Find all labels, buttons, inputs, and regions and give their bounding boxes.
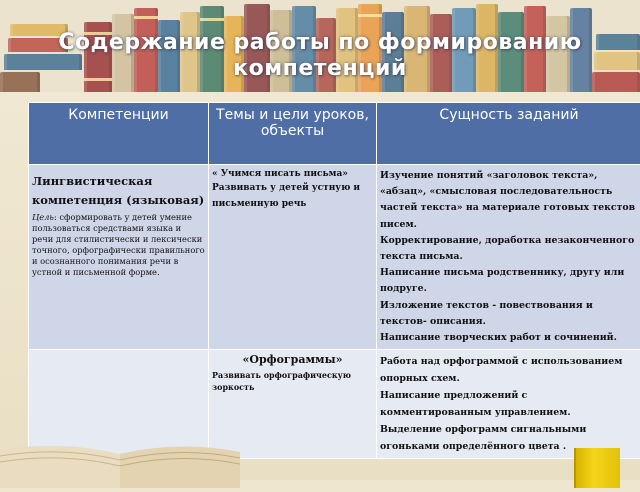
essence-item: Написание творческих работ и сочинений. xyxy=(380,330,638,346)
essence-item: Работа над орфограммой с использованием опорных схем. xyxy=(380,353,638,387)
topic-text: Развивать у детей устную и письменную речь xyxy=(212,180,373,212)
competence-table xyxy=(28,102,640,450)
essence-item: Корректирование, доработка незаконченного текста письма. xyxy=(380,233,638,265)
essence-item: Написание письма родственнику, другу или подруге. xyxy=(380,265,638,297)
table-row xyxy=(29,165,640,350)
essence-cell xyxy=(377,165,640,350)
topic-cell xyxy=(209,165,377,350)
header-essence: Сущность заданий xyxy=(377,103,640,165)
goal-text: : сформировать у детей умение пользоваться средствами языка и речи для стилистически и лексически точного, орфографически правильного и осознанного понимания речи в устной и письменной форме. xyxy=(32,212,205,277)
topic-title: «Орфограммы» xyxy=(212,353,373,367)
essence-item: Выделение орфограмм сигнальными огоньками определённого цвета . xyxy=(380,421,638,455)
yellow-book-decoration xyxy=(574,448,620,488)
essence-item: Написание предложений с комментированным управлением. xyxy=(380,387,638,421)
competence-title: Лингвистическая компетенция (языковая) xyxy=(32,172,205,210)
competence-cell xyxy=(29,165,209,350)
goal-label: Цель xyxy=(32,212,54,222)
topic-text: Развивать орфографическую зоркость xyxy=(212,369,373,393)
table-header-row xyxy=(29,103,640,165)
essence-cell xyxy=(377,350,640,459)
slide-title: Содержание работы по формированию компетенций xyxy=(0,30,640,82)
competence-goal xyxy=(32,212,205,278)
essence-item: Изучение понятий «заголовок текста», «абзац», «смысловая последовательность частей текста» на материале готовых текстов писем. xyxy=(380,168,638,233)
topic-title: « Учимся писать письма» xyxy=(212,168,373,180)
header-topics: Темы и цели уроков, объекты xyxy=(209,103,377,165)
essence-item: Изложение текстов - повествования и текстов- описания. xyxy=(380,298,638,330)
header-competences: Компетенции xyxy=(29,103,209,165)
open-book-decoration xyxy=(0,440,240,488)
